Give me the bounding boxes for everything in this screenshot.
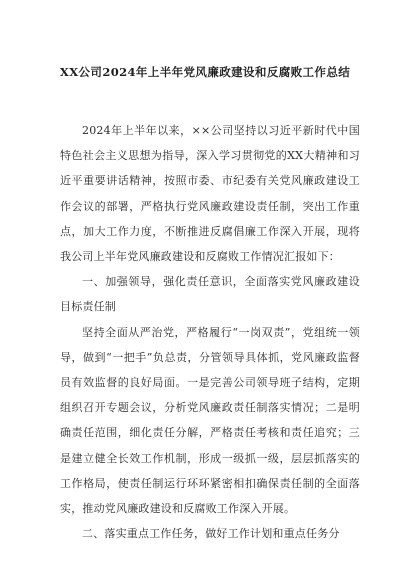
section-two-heading: 二、落实重点工作任务，做好工作计划和重点任务分 xyxy=(82,527,340,541)
document-body xyxy=(60,118,360,546)
document-title: XX公司2024年上半年党风廉政建设和反腐败工作总结 xyxy=(59,65,351,79)
section-one-heading: 一、加强领导，强化责任意识，全面落实党风廉政建设目标责任制 xyxy=(60,275,360,314)
section-one-paragraph: 坚持全面从严治党，严格履行“一岗双责”，党组统一领导，做到“一把手”负总责，分管领导具体抓，党风廉政监督员有效监督的良好局面。一是完善公司领导班子结构，定期组织召开专题会议，分析党风廉政责任制落实情况；二是明确责任范围，细化责任分解，严格责任考核和责任追究；三是建立健全长效工作机制，形成一级抓一级，层层抓落实的工作格局，使责任制运行环环紧密相扣确保责任制的全面落实，推动党风廉政建设和反腐败工作深入开展。 xyxy=(60,325,360,516)
intro-paragraph: 2024年上半年以来，××公司坚持以习近平新时代中国特色社会主义思想为指导，深入学习贯彻党的XX大精神和习近平重要讲话精神，按照市委、市纪委有关党风廉政建设工作会议的部署，严格执行党风廉政建设责任制，突出工作重点，加大工作力度，不断推进反腐倡廉工作深入开展，现将我公司上半年党风廉政建设和反腐败工作情况汇报如下： xyxy=(60,124,360,264)
